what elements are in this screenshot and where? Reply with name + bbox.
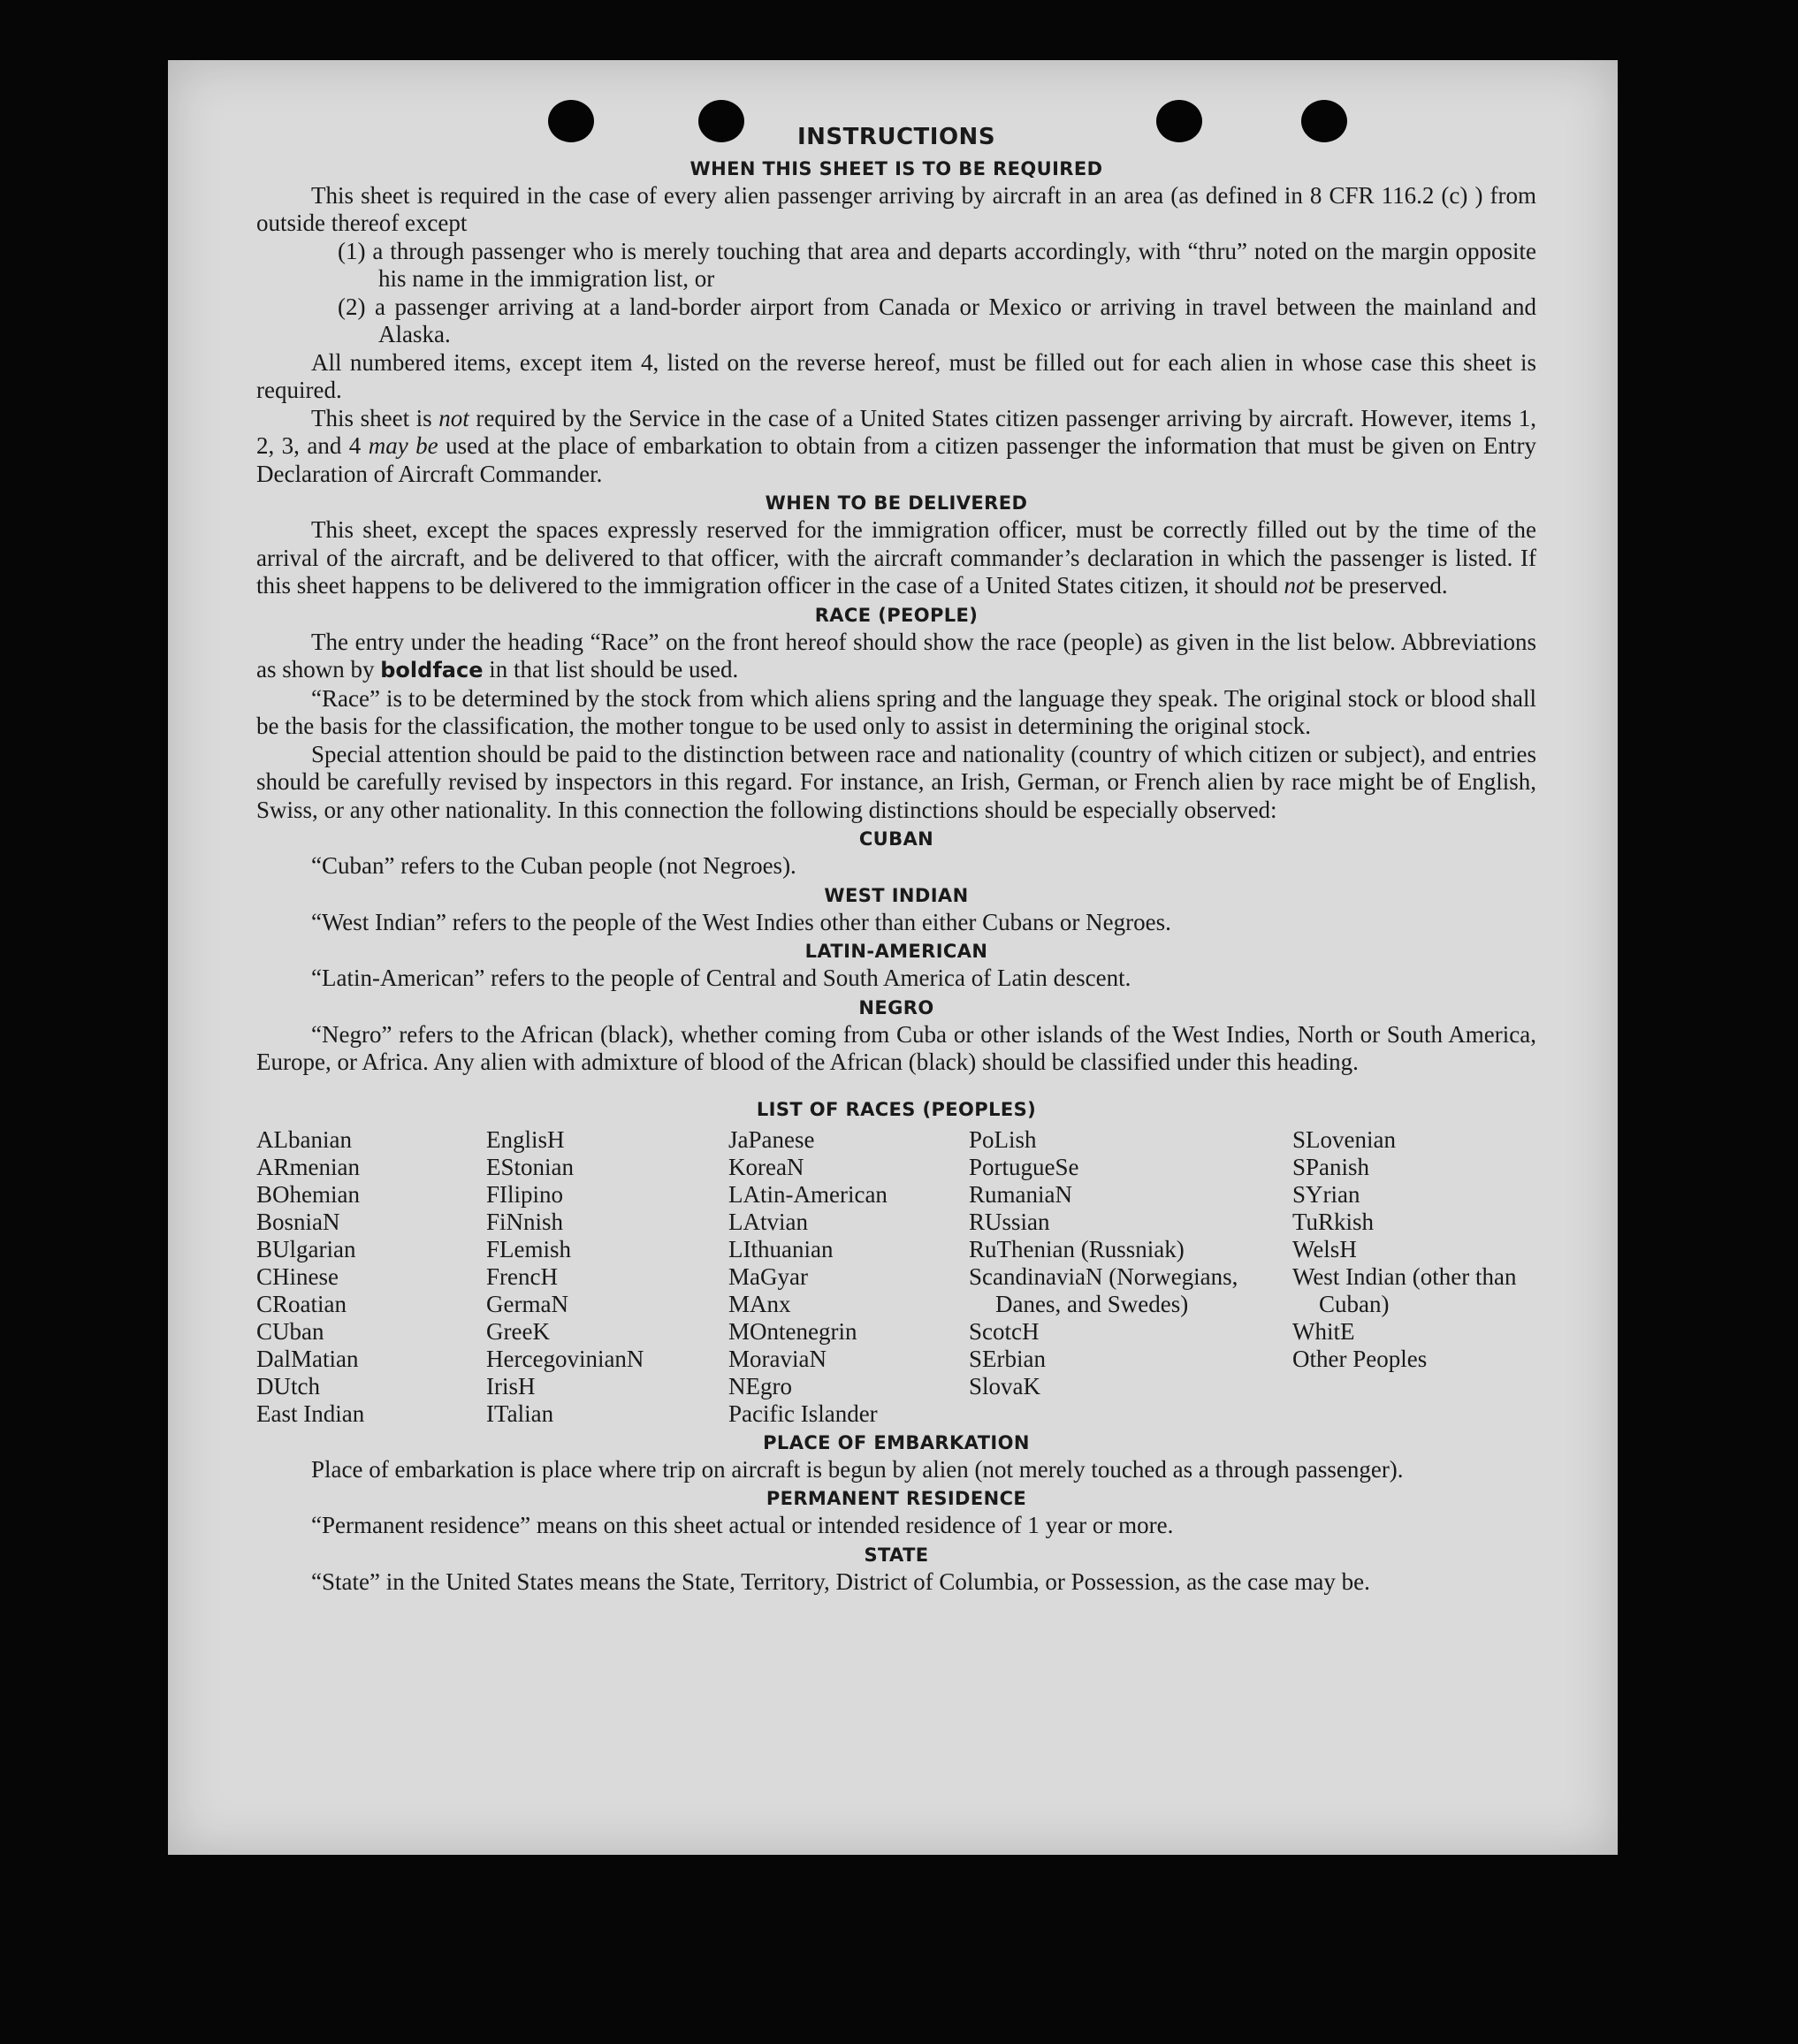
race-entry: GreeK <box>486 1317 550 1345</box>
paragraph: “Permanent residence” means on this sheet actual or intended residence of 1 year or more. <box>311 1512 1174 1538</box>
race-entry: ARmenian <box>256 1153 360 1180</box>
race-entry: SErbian <box>969 1345 1046 1372</box>
race-entry: ScandinaviaN (Norwegians, Danes, and Swedes) <box>969 1262 1238 1317</box>
race-entry: RuThenian (Russniak) <box>969 1235 1185 1262</box>
document-sheet <box>168 60 1618 1855</box>
section-heading-when-delivered: WHEN TO BE DELIVERED <box>765 492 1028 514</box>
race-entry: KoreaN <box>728 1153 804 1180</box>
race-entry: ScotcH <box>969 1317 1040 1345</box>
paragraph: “Cuban” refers to the Cuban people (not Negroes). <box>311 852 796 879</box>
race-entry: MaGyar <box>728 1262 808 1290</box>
race-entry: FiNnish <box>486 1208 564 1235</box>
paragraph: “State” in the United States means the State, Territory, District of Columbia, or Possession, as the case may be. <box>311 1567 1370 1595</box>
race-entry: CUban <box>256 1317 324 1345</box>
page-title: INSTRUCTIONS <box>796 124 996 150</box>
section-heading-latin-american: LATIN-AMERICAN <box>804 941 988 962</box>
race-entry: MoraviaN <box>728 1345 827 1372</box>
race-entry: FrencH <box>486 1262 558 1290</box>
race-entry: PoLish <box>969 1125 1037 1153</box>
race-entry: West Indian (other than Cuban) <box>1292 1262 1517 1317</box>
race-entry: ALbanian <box>256 1125 352 1153</box>
race-entry: SPanish <box>1292 1153 1370 1180</box>
race-entry: PortugueSe <box>969 1153 1079 1180</box>
race-entry: MOntenegrin <box>728 1317 857 1345</box>
race-entry: SYrian <box>1292 1180 1360 1208</box>
race-entry: JaPanese <box>728 1125 815 1153</box>
section-heading-list-of-races: LIST OF RACES (PEOPLES) <box>756 1098 1037 1120</box>
section-heading-west-indian: WEST INDIAN <box>824 884 969 906</box>
paragraph: Place of embarkation is place where trip on aircraft is begun by alien (not merely touched as a through passenger). <box>311 1455 1404 1483</box>
race-entry: BUlgarian <box>256 1235 356 1262</box>
paragraph: This sheet is not required by the Service in the case of a United States citizen passenger arriving by aircraft. However, items 1, 2, 3, and 4 may be used at the place of embarkation to obtain from a citizen passenger the information that must be given on Entry Declaration of Aircraft Commander. <box>256 404 1536 487</box>
race-entry: LAtin-American <box>728 1180 888 1208</box>
race-entry: SlovaK <box>969 1372 1040 1400</box>
race-entry: Pacific Islander <box>728 1400 878 1427</box>
paragraph: “Race” is to be determined by the stock from which aliens spring and the language they speak. The original stock or blood shall be the basis for the classification, the mother tongue to be used only to assist in determining the original stock. <box>256 684 1536 739</box>
paragraph: This sheet, except the spaces expressly reserved for the immigration officer, must be correctly filled out by the time of the arrival of the aircraft, and be delivered to that officer, with the aircraft commander’s declaration in which the passenger is listed. If this sheet happens to be delivered to the immigration officer in the case of a United States citizen, it should not be preserved. <box>256 516 1536 599</box>
race-entry: DalMatian <box>256 1345 359 1372</box>
paragraph: All numbered items, except item 4, listed on the reverse hereof, must be filled out for each alien in whose case this sheet is required. <box>256 348 1536 403</box>
race-list <box>256 1126 1536 1428</box>
document-content <box>256 124 1536 1596</box>
race-entry: WelsH <box>1292 1235 1357 1262</box>
race-entry: TuRkish <box>1292 1208 1375 1235</box>
list-item: (1) a through passenger who is merely touching that area and departs accordingly, with “thru” noted on the margin opposite his name in the immigration list, or <box>338 237 1536 292</box>
race-entry: Other Peoples <box>1292 1345 1428 1372</box>
race-entry: East Indian <box>256 1400 365 1427</box>
paragraph: Special attention should be paid to the distinction between race and nationality (country of which citizen or subject), and entries should be carefully revised by inspectors in this regard. For instance, an Irish, German, or French alien by race might be of English, Swiss, or any other nationality. In this connection the following distinctions should be especially observed: <box>256 740 1536 823</box>
race-entry: DUtch <box>256 1372 320 1400</box>
race-column <box>1292 1126 1536 1428</box>
race-entry: FIlipino <box>486 1180 564 1208</box>
section-heading-state: STATE <box>864 1544 929 1566</box>
race-column <box>728 1126 969 1428</box>
race-column <box>256 1126 486 1428</box>
race-entry: BosniaN <box>256 1208 340 1235</box>
race-entry: NEgro <box>728 1372 792 1400</box>
race-entry: SLovenian <box>1292 1125 1396 1153</box>
race-column <box>969 1126 1292 1428</box>
race-column <box>486 1126 728 1428</box>
section-heading-when-required: WHEN THIS SHEET IS TO BE REQUIRED <box>689 157 1103 179</box>
race-entry: LAtvian <box>728 1208 808 1235</box>
race-entry: IrisH <box>486 1372 536 1400</box>
race-entry: LIthuanian <box>728 1235 834 1262</box>
race-entry: CHinese <box>256 1262 339 1290</box>
section-heading-negro: NEGRO <box>858 996 934 1018</box>
race-entry: GermaN <box>486 1290 568 1317</box>
race-entry: BOhemian <box>256 1180 360 1208</box>
paragraph: The entry under the heading “Race” on the front hereof should show the race (people) as given in the list below. Abbreviations as shown by boldface in that list should be used. <box>256 628 1536 683</box>
race-entry: RUssian <box>969 1208 1050 1235</box>
paragraph: “Latin-American” refers to the people of Central and South America of Latin descent. <box>311 965 1131 991</box>
race-entry: CRoatian <box>256 1290 347 1317</box>
paragraph: This sheet is required in the case of every alien passenger arriving by aircraft in an area (as defined in 8 CFR 116.2 (c) ) from outside thereof except <box>256 181 1536 236</box>
paragraph: “West Indian” refers to the people of the West Indies other than either Cubans or Negroes. <box>311 908 1171 935</box>
race-entry: ITalian <box>486 1400 554 1427</box>
paragraph: “Negro” refers to the African (black), whether coming from Cuba or other islands of the West Indies, North or South America, Europe, or Africa. Any alien with admixture of blood of the African (black) should be classified under this heading. <box>256 1020 1536 1075</box>
race-entry: RumaniaN <box>969 1180 1072 1208</box>
race-entry: EnglisH <box>486 1125 565 1153</box>
race-entry: FLemish <box>486 1235 572 1262</box>
section-heading-place-of-embarkation: PLACE OF EMBARKATION <box>763 1431 1030 1453</box>
section-heading-cuban: CUBAN <box>858 828 934 850</box>
race-entry: WhitE <box>1292 1317 1355 1345</box>
section-heading-race: RACE (PEOPLE) <box>814 604 979 626</box>
race-entry: HercegovinianN <box>486 1345 644 1372</box>
list-item: (2) a passenger arriving at a land-border airport from Canada or Mexico or arriving in travel between the mainland and Alaska. <box>338 293 1536 347</box>
race-entry: MAnx <box>728 1290 791 1317</box>
race-entry: EStonian <box>486 1153 574 1180</box>
section-heading-permanent-residence: PERMANENT RESIDENCE <box>766 1488 1027 1509</box>
